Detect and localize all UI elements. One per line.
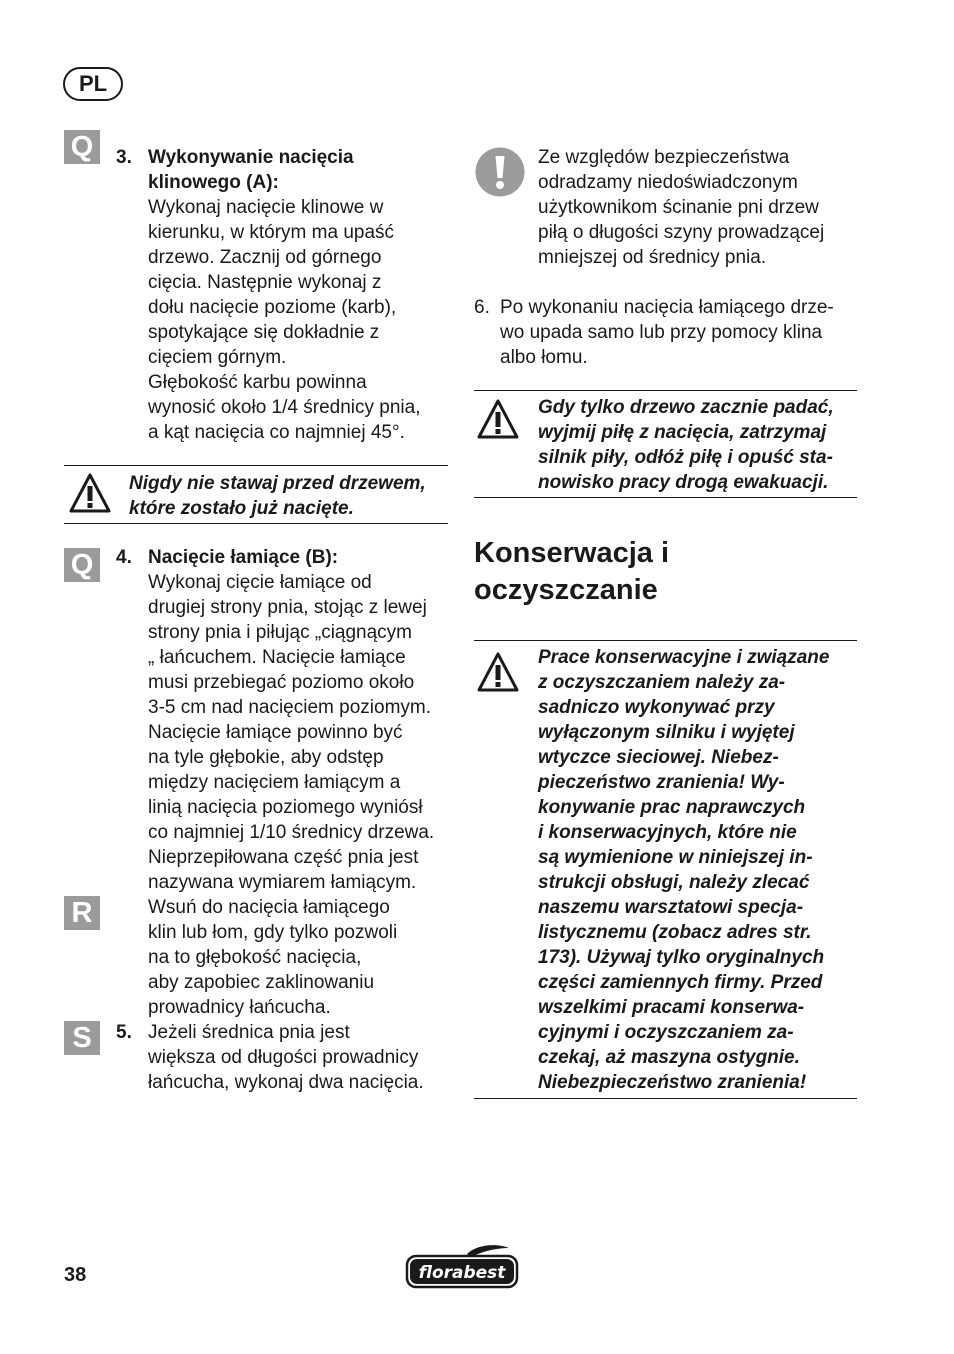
text-line: „ łańcuchem. Nacięcie łamiące (148, 647, 406, 668)
text-line: większa od długości prowadnicy (148, 1047, 419, 1068)
text-line: wyjmij piłę z nacięcia, zatrzymaj (538, 422, 827, 443)
step-4 (148, 545, 458, 1020)
warning-triangle-icon (68, 472, 112, 514)
text-line: aby zapobiec zaklinowaniu (148, 972, 375, 993)
text-line: pieczeństwo zranienia! Wy- (538, 772, 785, 793)
text-line: nazywana wymiarem łamiącym. (148, 872, 417, 893)
language-badge: PL (63, 67, 123, 101)
text-line: linią nacięcia poziomego wyniósł (148, 797, 423, 818)
text-line: z oczyszczaniem należy za- (538, 672, 786, 693)
notice-text (538, 145, 868, 270)
text-line: nowisko pracy drogą ewakuacji. (538, 472, 829, 493)
text-line: sadniczo wykonywać przy (538, 697, 775, 718)
brand-name: florabest (418, 1263, 506, 1283)
step-number: 6. (474, 297, 490, 318)
text-line: odradzamy niedoświadczonym (538, 172, 798, 193)
text-line: Wsuń do nacięcia łamiącego (148, 897, 390, 918)
text-line: drzewo. Zacznij od górnego (148, 247, 382, 268)
text-line: Po wykonaniu nacięcia łamiącego drze- (500, 297, 834, 318)
text-line: 3-5 cm nad nacięciem poziomym. (148, 697, 431, 718)
text-line: Nigdy nie stawaj przed drzewem, (129, 473, 426, 494)
text-line: spotykające się dokładnie z (148, 322, 380, 343)
step-6 (500, 295, 870, 370)
heading-line: oczyszczanie (474, 574, 658, 606)
text-line: Jeżeli średnica pnia jest (148, 1022, 350, 1043)
figure-marker-r: R (64, 896, 100, 930)
text-line: wo upada samo lub przy pomocy klina (500, 322, 823, 343)
step-title: Wykonywanie nacięcia (148, 147, 354, 168)
text-line: co najmniej 1/10 średnicy drzewa. (148, 822, 435, 843)
step-title: Nacięcie łamiące (B): (148, 547, 339, 568)
text-line: części zamiennych firmy. Przed (538, 972, 823, 993)
text-line: łańcucha, wykonaj dwa nacięcia. (148, 1072, 424, 1093)
text-line: Nacięcie łamiące powinno być (148, 722, 403, 743)
warning-triangle-icon (476, 651, 520, 693)
text-line: Prace konserwacyjne i związane (538, 647, 830, 668)
warning-text (129, 471, 454, 521)
text-line: musi przebiegać poziomo około (148, 672, 415, 693)
text-line: na tyle głębokie, aby odstęp (148, 747, 384, 768)
step-number: 3. (116, 147, 132, 168)
text-line: na to głębokość nacięcia, (148, 947, 362, 968)
text-line: mniejszej od średnicy pnia. (538, 247, 767, 268)
text-line: kierunku, w którym ma upaść (148, 222, 395, 243)
text-line: prowadnicy łańcucha. (148, 997, 331, 1018)
text-line: naszemu warsztatowi specja- (538, 897, 804, 918)
text-line: które zostało już nacięte. (129, 498, 354, 519)
text-line: strukcji obsługi, należy zlecać (538, 872, 810, 893)
warning-triangle-icon (476, 398, 520, 440)
text-line: silnik piły, odłóż piłę i opuść sta- (538, 447, 833, 468)
text-line: Nieprzepiłowana część pnia jest (148, 847, 419, 868)
text-line: cyjnymi i oczyszczaniem za- (538, 1022, 794, 1043)
text-line: 173). Używaj tylko oryginalnych (538, 947, 825, 968)
warning-text (538, 395, 860, 495)
warning-box (474, 640, 857, 1099)
text-line: a kąt nacięcia co najmniej 45°. (148, 422, 405, 443)
text-line: Niebezpieczeństwo zranienia! (538, 1072, 807, 1093)
text-line: i konserwacyjnych, które nie (538, 822, 797, 843)
figure-marker-q: Q (64, 548, 100, 582)
text-line: wyłączonym silniku i wyjętej (538, 722, 795, 743)
warning-text (538, 645, 860, 1095)
text-line: dołu nacięcie poziome (karb), (148, 297, 397, 318)
text-line: cięcia. Następnie wykonaj z (148, 272, 382, 293)
text-line: albo łomu. (500, 347, 588, 368)
figure-marker-s: S (64, 1021, 100, 1055)
text-line: strony pnia i piłując „ciągnącym (148, 622, 413, 643)
text-line: drugiej strony pnia, stojąc z lewej (148, 597, 427, 618)
brand-logo (405, 1244, 519, 1290)
step-5 (148, 1020, 458, 1095)
text-line: wtyczce sieciowej. Niebez- (538, 747, 779, 768)
text-line: między nacięciem łamiącym a (148, 772, 401, 793)
text-line: Wykonaj cięcie łamiące od (148, 572, 372, 593)
figure-marker-q: Q (64, 130, 100, 164)
warning-box (474, 390, 857, 498)
exclamation-circle-icon (475, 147, 525, 197)
text-line: czekaj, aż maszyna ostygnie. (538, 1047, 800, 1068)
text-line: klin lub łom, gdy tylko pozwoli (148, 922, 398, 943)
text-line: Gdy tylko drzewo zacznie padać, (538, 397, 834, 418)
heading-line: Konserwacja i (474, 537, 670, 569)
text-line: użytkownikom ścinanie pni drzew (538, 197, 819, 218)
text-line: cięciem górnym. (148, 347, 287, 368)
warning-box (64, 465, 448, 524)
text-line: są wymienione w niniejszej in- (538, 847, 813, 868)
text-line: konywanie prac naprawczych (538, 797, 806, 818)
step-number: 5. (116, 1022, 132, 1043)
step-3 (148, 145, 458, 445)
text-line: piłą o długości szyny prowadzącej (538, 222, 825, 243)
step-number: 4. (116, 547, 132, 568)
text-line: wszelkimi pracami konserwa- (538, 997, 805, 1018)
page-number: 38 (64, 1264, 87, 1286)
text-line: Wykonaj nacięcie klinowe w (148, 197, 384, 218)
section-heading (474, 535, 874, 609)
text-line: wynosić około 1/4 średnicy pnia, (148, 397, 421, 418)
text-line: Ze względów bezpieczeństwa (538, 147, 790, 168)
text-line: listycznemu (zobacz adres str. (538, 922, 812, 943)
text-line: Głębokość karbu powinna (148, 372, 367, 393)
step-title: klinowego (A): (148, 172, 279, 193)
